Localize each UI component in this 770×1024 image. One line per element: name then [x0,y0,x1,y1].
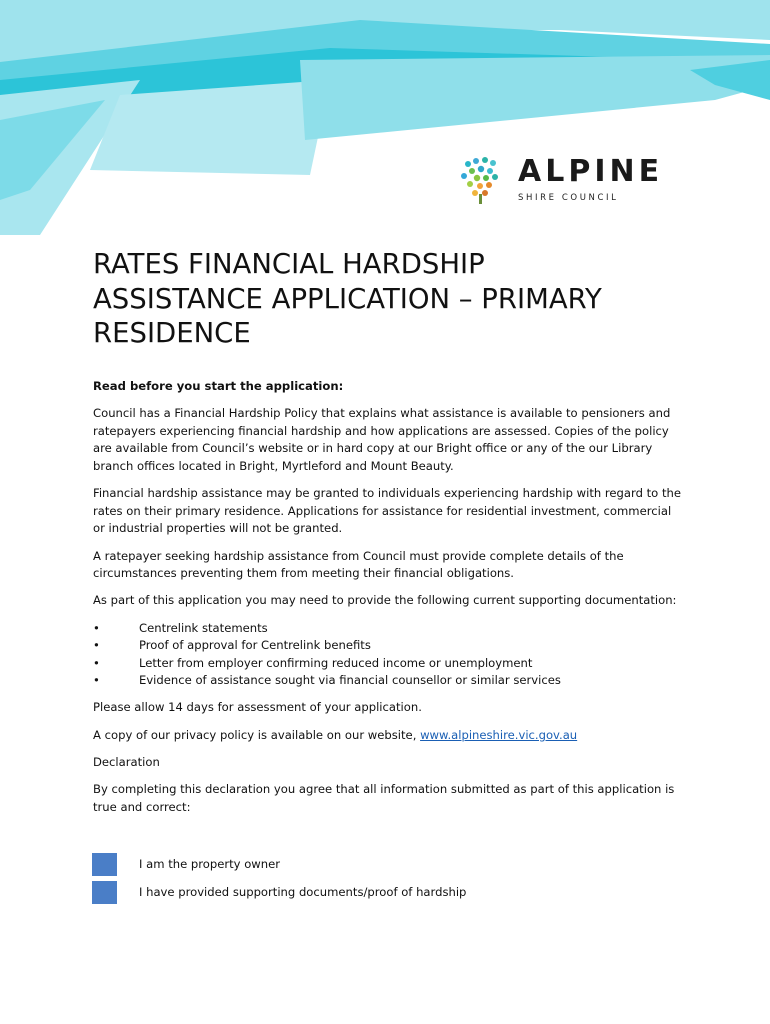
privacy-paragraph [93,727,683,745]
eligibility-paragraph: Financial hardship assistance may be granted to individuals experiencing hardship with regard to the rates on their primary residence. Applications for assistance for residential investment, commercial or industrial properties will not be granted. [93,486,681,536]
logo-wordmark: ALPINE [518,154,664,189]
list-item-text: Evidence of assistance sought via financial counsellor or similar services [139,673,561,688]
check-row-owner [92,852,466,876]
assessment-time-text: Please allow 14 days for assessment of your application. [93,700,422,715]
supporting-documents-checkbox[interactable] [92,881,117,904]
checkbox-label: I am the property owner [139,857,281,871]
documentation-list [93,620,683,690]
bullet-icon: • [93,638,100,653]
documentation-intro: As part of this application you may need to provide the following current supporting documentation: [93,593,677,608]
declaration-text: By completing this declaration you agree that all information submitted as part of this application is true and correct: [93,782,675,814]
list-item [93,620,683,638]
tree-leaf-icon [458,156,514,206]
check-row-documents [92,880,466,904]
document-body [93,378,683,826]
list-item [93,637,683,655]
bullet-icon: • [93,620,100,635]
title-line-1: RATES FINANCIAL HARDSHIP [93,248,485,280]
lead-heading: Read before you start the application: [93,379,344,393]
property-owner-checkbox[interactable] [92,853,117,876]
bullet-icon: • [93,673,100,688]
list-item-text: Letter from employer confirming reduced income or unemployment [139,655,533,670]
list-item-text: Proof of approval for Centrelink benefits [139,638,371,653]
declaration-heading: Declaration [93,754,160,769]
privacy-text: A copy of our privacy policy is available on our website, [93,727,421,742]
title-line-3: RESIDENCE [93,317,251,349]
declaration-checklist [92,852,466,908]
policy-paragraph: Council has a Financial Hardship Policy that explains what assistance is available to pensioners and ratepayers experiencing financial hardship and how applications are assessed. Copies of the policy are available from Council’s website or in hard copy at our Bright office or any of the our Library branch offices located in Bright, Myrtleford and Mount Beauty. [93,406,671,473]
list-item [93,672,683,690]
website-link[interactable]: www.alpineshire.vic.gov.au [420,727,578,742]
list-item-text: Centrelink statements [139,620,268,635]
title-line-2: ASSISTANCE APPLICATION – PRIMARY [93,282,602,315]
logo-subtitle: SHIRE COUNCIL [518,193,619,203]
bullet-icon: • [93,655,100,670]
alpine-shire-logo [458,156,688,208]
list-item [93,655,683,673]
checkbox-label: I have provided supporting documents/proof of hardship [139,885,467,899]
requirements-paragraph: A ratepayer seeking hardship assistance from Council must provide complete details of the circumstances preventing them from meeting their financial obligations. [93,548,624,581]
banner-shape-right [300,55,770,140]
page-title [93,247,713,351]
